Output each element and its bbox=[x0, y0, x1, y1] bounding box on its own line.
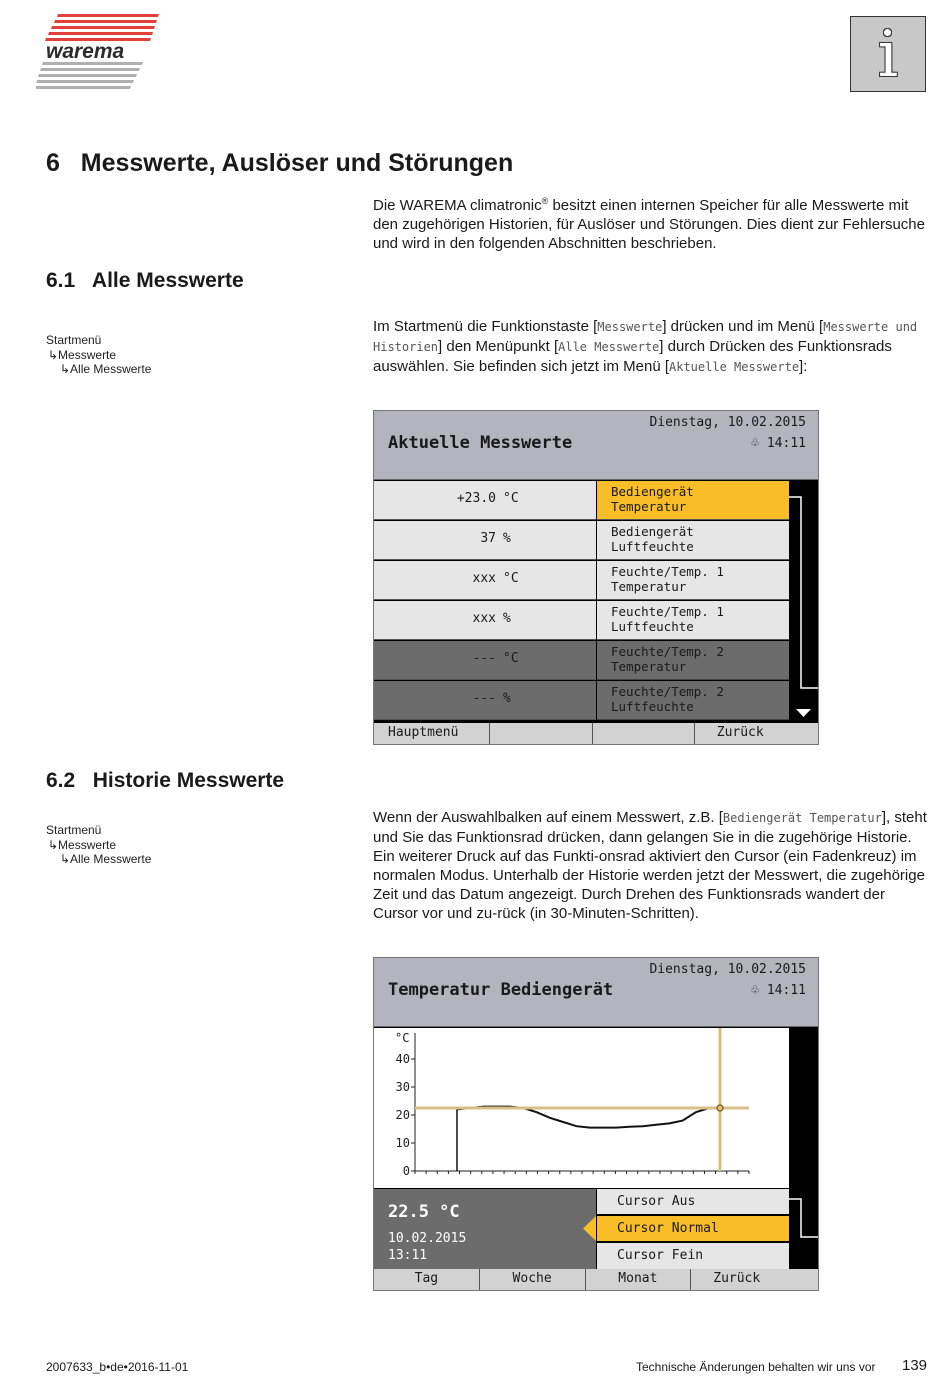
selection-pointer-icon bbox=[580, 1216, 596, 1241]
value-row[interactable]: +23.0 °C Bediengerät Temperatur bbox=[374, 481, 789, 520]
document-id: 2007633_b•de•2016-11-01 bbox=[46, 1360, 189, 1374]
footer-notice: Technische Änderungen behalten wir uns vor bbox=[636, 1360, 876, 1374]
softkey-empty[interactable] bbox=[593, 723, 695, 744]
screen-header bbox=[374, 958, 818, 1027]
breadcrumb-6-2: Startmenü ↳Messwerte ↳Alle Messwerte bbox=[46, 823, 152, 866]
readout-time: 13:11 bbox=[388, 1248, 428, 1263]
screen-title: Aktuelle Messwerte bbox=[388, 433, 573, 453]
y-axis-label: °C bbox=[395, 1031, 410, 1045]
breadcrumb-6-1: Startmenü ↳Messwerte ↳Alle Messwerte bbox=[46, 333, 152, 376]
function-key-bar bbox=[374, 723, 818, 744]
softkey-zurueck[interactable]: Zurück bbox=[691, 1269, 818, 1290]
section-6-heading: 6 Messwerte, Auslöser und Störungen bbox=[46, 149, 514, 177]
softkey-hauptmenue[interactable]: Hauptmenü bbox=[374, 723, 490, 744]
screen-title: Temperatur Bediengerät bbox=[388, 980, 614, 1000]
value-row[interactable]: --- % Feuchte/Temp. 2 Luftfeuchte bbox=[374, 681, 789, 720]
softkey-empty[interactable] bbox=[490, 723, 592, 744]
warema-logo bbox=[36, 14, 161, 92]
value-row[interactable]: 37 % Bediengerät Luftfeuchte bbox=[374, 521, 789, 560]
value-row[interactable]: --- °C Feuchte/Temp. 2 Temperatur bbox=[374, 641, 789, 680]
clock-icon: ♧ bbox=[751, 436, 760, 451]
option-cursor-normal[interactable]: Cursor Normal bbox=[597, 1216, 789, 1241]
logo-text: warema bbox=[46, 40, 125, 63]
y-tick-label: 20 bbox=[395, 1108, 410, 1122]
option-cursor-aus[interactable]: Cursor Aus bbox=[597, 1189, 789, 1214]
option-cursor-fein[interactable]: Cursor Fein bbox=[597, 1243, 789, 1269]
y-tick-label: 30 bbox=[395, 1080, 410, 1094]
screen-header bbox=[374, 411, 818, 480]
cursor-readout bbox=[374, 1189, 596, 1269]
history-chart[interactable] bbox=[374, 1028, 789, 1188]
screen-time: ♧ 14:11 bbox=[751, 436, 806, 451]
page-number: 139 bbox=[902, 1357, 928, 1374]
section-6-intro: Die WAREMA climatronic® besitzt einen internen Speicher für alle Messwerte mit den zugehörigen Historien, für Auslöser und Störungen. Dies dient zur Fehlersuche und wird in den folgenden Abschnitten beschrieben. bbox=[373, 196, 925, 252]
screen-current-values bbox=[373, 410, 819, 745]
softkey-woche[interactable]: Woche bbox=[480, 1269, 586, 1290]
readout-date: 10.02.2015 bbox=[388, 1231, 467, 1246]
section-6-1-text: Im Startmenü die Funktionstaste [Messwerte] drücken und im Menü [Messwerte und Historien] den Menüpunkt [Alle Messwerte] durch Drücken des Funktionsrads auswählen. Sie befinden sich jetzt im Menü [Aktuelle Messwerte]: bbox=[373, 318, 918, 375]
screen-history bbox=[373, 957, 819, 1291]
y-tick-label: 10 bbox=[395, 1136, 410, 1150]
section-6-2-text: Wenn der Auswahlbalken auf einem Messwert, z.B. [Bediengerät Temperatur], steht und Sie das Funktionsrad drücken, dann gelangen Sie in die zugehörige Historie. Ein weiterer Druck auf das Funkti-onsrad aktiviert den Cursor (ein Fadenkreuz) im normalen Modus. Unterhalb der Historie werden jetzt der Messwert, die zugehörige Zeit und das Datum angezeigt. Durch Drehen des Funktionsrads wandert der Cursor vor und zu-rück (in 30-Minuten-Schritten). bbox=[373, 809, 927, 922]
section-6-1-heading: 6.1 Alle Messwerte bbox=[46, 269, 244, 292]
chart-side-bar bbox=[789, 1028, 818, 1188]
info-icon: i bbox=[850, 16, 926, 92]
screen-date: Dienstag, 10.02.2015 bbox=[649, 415, 806, 430]
readout-value: 22.5 °C bbox=[388, 1202, 460, 1222]
value-row[interactable]: xxx % Feuchte/Temp. 1 Luftfeuchte bbox=[374, 601, 789, 640]
function-key-bar bbox=[374, 1269, 818, 1290]
softkey-zurueck[interactable]: Zurück bbox=[695, 723, 818, 744]
scrollbar[interactable] bbox=[789, 481, 818, 722]
cursor-options bbox=[596, 1189, 789, 1269]
softkey-monat[interactable]: Monat bbox=[586, 1269, 692, 1290]
softkey-tag[interactable]: Tag bbox=[374, 1269, 480, 1290]
y-tick-label: 0 bbox=[402, 1164, 410, 1178]
value-row[interactable]: xxx °C Feuchte/Temp. 1 Temperatur bbox=[374, 561, 789, 600]
screen-date: Dienstag, 10.02.2015 bbox=[649, 962, 806, 977]
option-scroll-indicator bbox=[789, 1189, 818, 1269]
screen-time: ♧ 14:11 bbox=[751, 983, 806, 998]
clock-icon: ♧ bbox=[751, 983, 760, 998]
section-6-2-heading: 6.2 Historie Messwerte bbox=[46, 769, 285, 792]
y-tick-label: 40 bbox=[395, 1052, 410, 1066]
